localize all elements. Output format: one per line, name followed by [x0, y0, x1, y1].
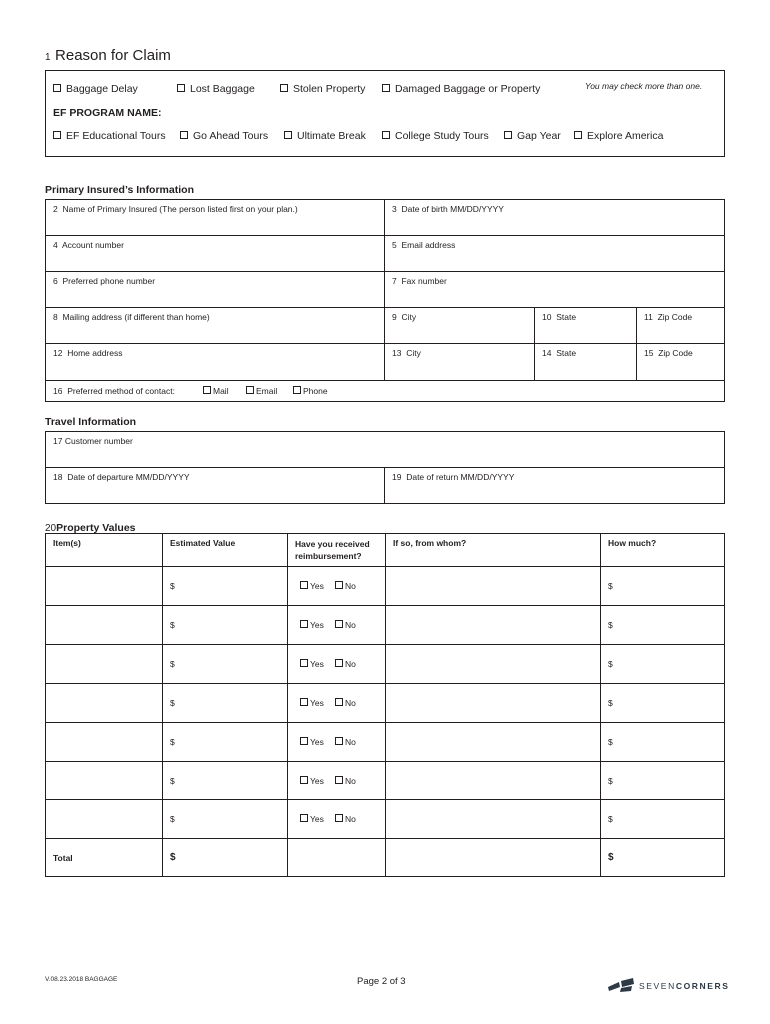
checkbox-go-ahead-tours[interactable]: Go Ahead Tours — [180, 130, 268, 142]
checkbox-lost-baggage[interactable]: Lost Baggage — [177, 83, 255, 95]
section-number: 1 — [45, 52, 51, 63]
checkbox-icon — [300, 814, 308, 822]
checkbox-reimbursed-no[interactable]: No — [335, 698, 356, 708]
checkbox-icon — [335, 620, 343, 628]
field-insured-name[interactable]: 2 Name of Primary Insured (The person listed first on your plan.) — [53, 204, 298, 214]
checkbox-icon — [335, 737, 343, 745]
how-much-field[interactable]: $ — [608, 737, 613, 747]
how-much-field[interactable]: $ — [608, 620, 613, 630]
checkbox-icon — [177, 84, 185, 92]
multi-check-hint: You may check more than one. — [585, 81, 703, 91]
checkbox-reimbursed-no[interactable]: No — [335, 620, 356, 630]
how-much-field[interactable]: $ — [608, 776, 613, 786]
field-home-state[interactable]: 14 State — [542, 348, 577, 358]
checkbox-icon — [300, 737, 308, 745]
checkbox-explore-america[interactable]: Explore America — [574, 130, 663, 142]
checkbox-contact-mail[interactable]: Mail — [203, 386, 229, 396]
checkbox-icon — [335, 659, 343, 667]
checkbox-reimbursed-yes[interactable]: Yes — [300, 620, 324, 630]
checkbox-icon — [335, 776, 343, 784]
brand-wordmark: SEVENCORNERS — [639, 981, 730, 991]
checkbox-reimbursed-yes[interactable]: Yes — [300, 776, 324, 786]
checkbox-stolen-property[interactable]: Stolen Property — [280, 83, 365, 95]
estimated-value-field[interactable]: $ — [170, 776, 175, 786]
estimated-value-field[interactable]: $ — [170, 581, 175, 591]
estimated-value-field[interactable]: $ — [170, 814, 175, 824]
checkbox-reimbursed-no[interactable]: No — [335, 659, 356, 669]
estimated-value-field[interactable]: $ — [170, 659, 175, 669]
how-much-field[interactable]: $ — [608, 814, 613, 824]
field-date-of-birth[interactable]: 3 Date of birth MM/DD/YYYY — [392, 204, 504, 214]
how-much-field[interactable]: $ — [608, 659, 613, 669]
field-phone-number[interactable]: 6 Preferred phone number — [53, 276, 156, 286]
checkbox-reimbursed-no[interactable]: No — [335, 776, 356, 786]
checkbox-icon — [53, 84, 61, 92]
checkbox-ef-educational-tours[interactable]: EF Educational Tours — [53, 130, 166, 142]
checkbox-icon — [300, 620, 308, 628]
checkbox-reimbursed-no[interactable]: No — [335, 814, 356, 824]
checkbox-reimbursed-no[interactable]: No — [335, 737, 356, 747]
field-departure-date[interactable]: 18 Date of departure MM/DD/YYYY — [53, 472, 190, 482]
field-customer-number[interactable]: 17 Customer number — [53, 436, 133, 446]
insured-box — [45, 199, 725, 402]
estimated-value-field[interactable]: $ — [170, 737, 175, 747]
field-mailing-state[interactable]: 10 State — [542, 312, 577, 322]
field-mailing-address[interactable]: 8 Mailing address (if different than home) — [53, 312, 210, 322]
row-divider — [45, 683, 725, 684]
checkbox-icon — [504, 131, 512, 139]
field-fax-number[interactable]: 7 Fax number — [392, 276, 447, 286]
checkbox-reimbursed-yes[interactable]: Yes — [300, 581, 324, 591]
checkbox-icon — [335, 698, 343, 706]
col-header-from-whom: If so, from whom? — [393, 538, 467, 548]
field-mailing-city[interactable]: 9 City — [392, 312, 417, 322]
field-email-address[interactable]: 5 Email address — [392, 240, 456, 250]
checkbox-baggage-delay[interactable]: Baggage Delay — [53, 83, 138, 95]
estimated-value-field[interactable]: $ — [170, 620, 175, 630]
checkbox-reimbursed-yes[interactable]: Yes — [300, 698, 324, 708]
checkbox-damaged-baggage[interactable]: Damaged Baggage or Property — [382, 83, 540, 95]
checkbox-icon — [300, 698, 308, 706]
checkbox-icon — [284, 131, 292, 139]
checkbox-reimbursed-yes[interactable]: Yes — [300, 737, 324, 747]
checkbox-icon — [246, 386, 254, 394]
row-divider — [45, 799, 725, 800]
checkbox-icon — [300, 776, 308, 784]
estimated-value-field[interactable]: $ — [170, 698, 175, 708]
col-header-estimated-value: Estimated Value — [170, 538, 236, 548]
row-divider — [45, 566, 725, 567]
insured-heading: Primary Insured’s Information — [45, 184, 194, 196]
checkbox-gap-year[interactable]: Gap Year — [504, 130, 561, 142]
checkbox-icon — [335, 814, 343, 822]
field-home-zip[interactable]: 15 Zip Code — [644, 348, 693, 358]
col-header-how-much: How much? — [608, 538, 657, 548]
checkbox-icon — [382, 84, 390, 92]
page-number: Page 2 of 3 — [357, 976, 406, 987]
checkbox-college-study-tours[interactable]: College Study Tours — [382, 130, 489, 142]
travel-heading: Travel Information — [45, 416, 137, 428]
col-header-reimbursement: Have you received reimbursement? — [295, 539, 370, 561]
checkbox-reimbursed-no[interactable]: No — [335, 581, 356, 591]
checkbox-icon — [300, 581, 308, 589]
contact-method-label: 16 Preferred method of contact: — [53, 386, 175, 396]
checkbox-contact-email[interactable]: Email — [246, 386, 277, 396]
total-estimated-value[interactable]: $ — [170, 852, 176, 863]
checkbox-icon — [574, 131, 582, 139]
checkbox-reimbursed-yes[interactable]: Yes — [300, 814, 324, 824]
version-code: V.08.23.2018 BAGGAGE — [45, 976, 118, 983]
how-much-field[interactable]: $ — [608, 698, 613, 708]
field-mailing-zip[interactable]: 11 Zip Code — [644, 312, 693, 322]
checkbox-icon — [203, 386, 211, 394]
section-title: Reason for Claim — [55, 47, 171, 64]
checkbox-reimbursed-yes[interactable]: Yes — [300, 659, 324, 669]
field-account-number[interactable]: 4 Account number — [53, 240, 124, 250]
checkbox-icon — [180, 131, 188, 139]
checkbox-icon — [300, 659, 308, 667]
row-divider — [45, 644, 725, 645]
program-label: EF PROGRAM NAME: — [53, 107, 162, 119]
col-header-items: Item(s) — [53, 538, 81, 548]
row-divider — [45, 761, 725, 762]
property-heading: 20Property Values — [45, 522, 136, 534]
total-label: Total — [53, 853, 73, 863]
checkbox-icon — [293, 386, 301, 394]
logo-mark-icon — [607, 977, 637, 993]
checkbox-contact-phone[interactable]: Phone — [293, 386, 328, 396]
checkbox-icon — [53, 131, 61, 139]
checkbox-icon — [382, 131, 390, 139]
field-home-city[interactable]: 13 City — [392, 348, 421, 358]
row-divider — [45, 722, 725, 723]
how-much-field[interactable]: $ — [608, 581, 613, 591]
total-how-much[interactable]: $ — [608, 852, 614, 863]
reason-heading — [45, 47, 171, 65]
checkbox-icon — [280, 84, 288, 92]
row-divider — [45, 605, 725, 606]
checkbox-ultimate-break[interactable]: Ultimate Break — [284, 130, 366, 142]
checkbox-icon — [335, 581, 343, 589]
field-home-address[interactable]: 12 Home address — [53, 348, 123, 358]
field-return-date[interactable]: 19 Date of return MM/DD/YYYY — [392, 472, 515, 482]
seven-corners-logo — [607, 977, 637, 998]
